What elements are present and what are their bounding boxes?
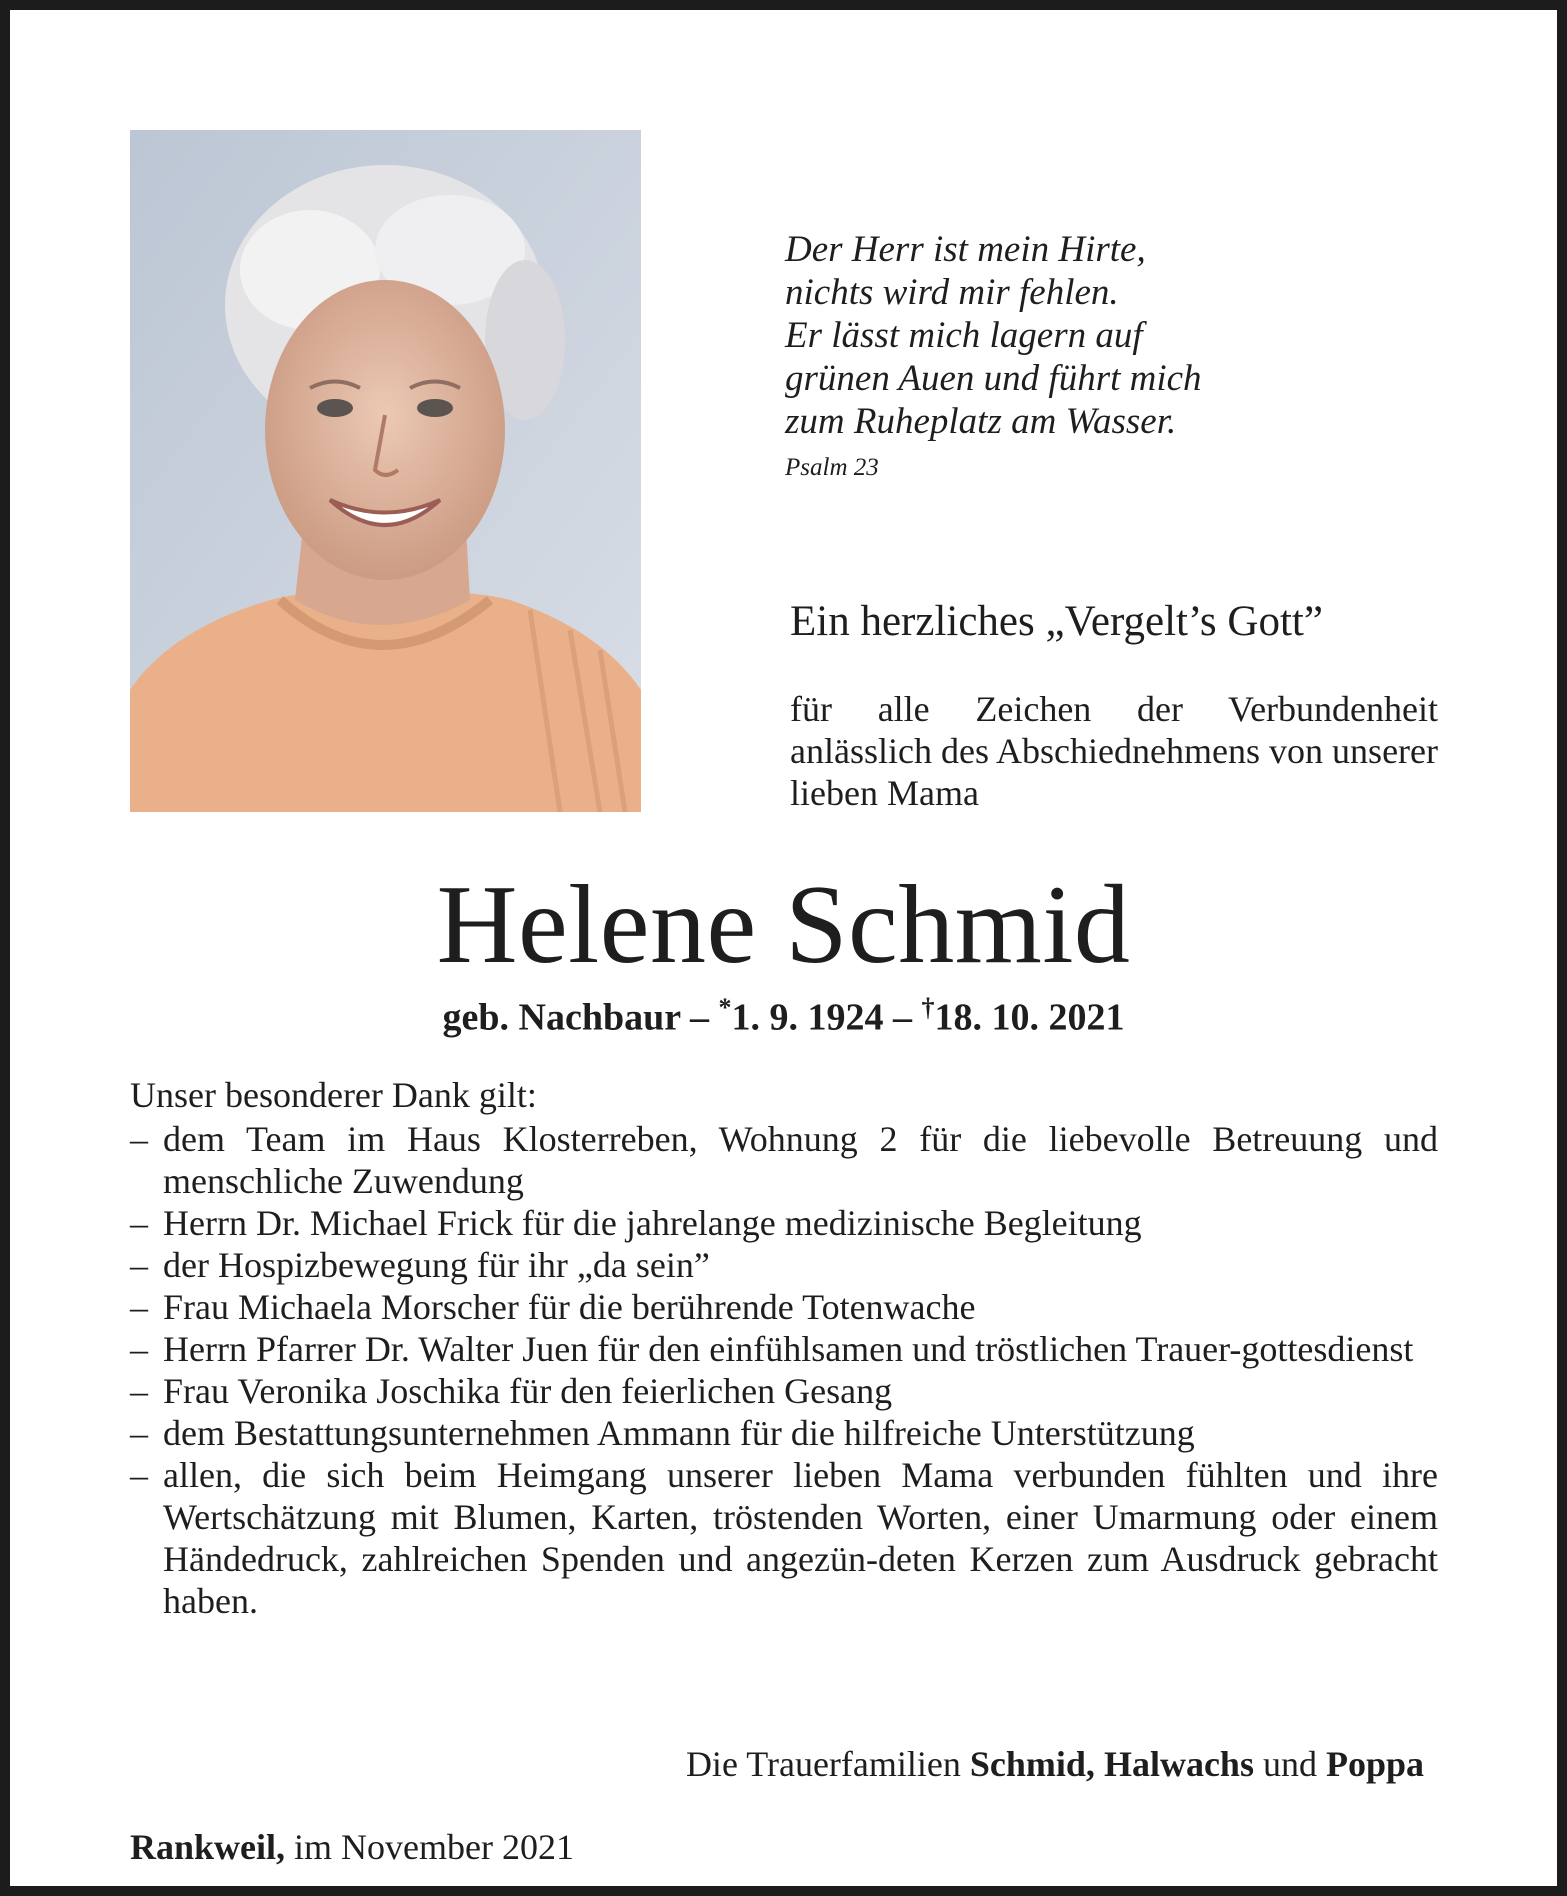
family-name: Poppa	[1325, 1744, 1424, 1784]
psalm-line: zum Ruheplatz am Wasser.	[785, 401, 1177, 442]
psalm-line: nichts wird mir fehlen.	[785, 272, 1119, 313]
birth-name: geb. Nachbaur	[442, 996, 681, 1039]
list-item-text: der Hospizbewegung für ihr „da sein”	[163, 1245, 710, 1285]
psalm-line: Er lässt mich lagern auf	[785, 315, 1143, 356]
list-item-text: allen, die sich beim Heimgang unserer lieben Mama verbunden fühlten und ihre Wertschätzung mit Blumen, Karten, tröstenden Worten, einer Umarmung oder einem Händedruck, zahlreichen Spenden und angezün-deten Kerzen zum Ausdruck gebracht haben.	[163, 1455, 1438, 1621]
deceased-name: Helene Schmid	[436, 863, 1131, 987]
gratitude-list	[130, 1118, 1438, 1622]
list-item	[130, 1412, 1438, 1454]
signature-joiner: und	[1262, 1744, 1317, 1784]
list-item-text: dem Team im Haus Klosterreben, Wohnung 2 für die liebevolle Betreuung und menschliche Zuwendung	[163, 1119, 1438, 1201]
list-item-text: dem Bestattungsunternehmen Ammann für die hilfreiche Unterstützung	[163, 1413, 1195, 1453]
list-item-text: Frau Veronika Joschika für den feierlichen Gesang	[163, 1371, 893, 1411]
list-item	[130, 1244, 1438, 1286]
separator-dash: –	[892, 996, 912, 1039]
list-dash: –	[130, 1203, 148, 1243]
list-dash: –	[130, 1371, 148, 1411]
list-item-text: Herrn Pfarrer Dr. Walter Juen für den einfühlsamen und tröstlichen Trauer-gottesdienst	[163, 1329, 1414, 1369]
list-item	[130, 1328, 1438, 1370]
place-and-date	[130, 1826, 574, 1868]
list-item-text: Herrn Dr. Michael Frick für die jahrelange medizinische Begleitung	[163, 1203, 1142, 1243]
date-text: im November 2021	[294, 1827, 574, 1867]
birth-symbol: *	[718, 993, 732, 1022]
list-item	[130, 1286, 1438, 1328]
thanks-heading: Ein herzliches „Vergelt’s Gott”	[790, 598, 1323, 645]
list-item-text: Frau Michaela Morscher für die berührende Totenwache	[163, 1287, 976, 1327]
portrait-photo	[130, 130, 641, 812]
separator-dash: –	[689, 996, 709, 1039]
family-signature	[686, 1743, 1424, 1785]
list-dash: –	[130, 1119, 148, 1159]
family-name: Schmid,	[969, 1744, 1095, 1784]
list-item	[130, 1454, 1438, 1622]
psalm-line: Der Herr ist mein Hirte,	[785, 229, 1146, 270]
gratitude-intro: Unser besonderer Dank gilt:	[130, 1075, 537, 1115]
death-date: 18. 10. 2021	[934, 996, 1125, 1039]
list-item	[130, 1202, 1438, 1244]
family-name: Halwachs	[1103, 1744, 1254, 1784]
psalm-line: grünen Auen und führt mich	[785, 358, 1202, 399]
life-dates	[0, 984, 1567, 1042]
psalm-source: Psalm 23	[785, 454, 879, 481]
list-item	[130, 1370, 1438, 1412]
list-dash: –	[130, 1287, 148, 1327]
list-item	[130, 1118, 1438, 1202]
list-dash: –	[130, 1455, 148, 1495]
place-name: Rankweil,	[130, 1827, 286, 1867]
thanks-text: für alle Zeichen der Verbundenheit anlässlich des Abschiednehmens von unserer lieben Mama	[790, 689, 1438, 813]
list-dash: –	[130, 1245, 148, 1285]
list-dash: –	[130, 1329, 148, 1369]
signature-prefix: Die Trauerfamilien	[685, 1744, 961, 1784]
portrait-illustration	[130, 130, 641, 812]
death-symbol: †	[921, 993, 935, 1022]
birth-date: 1. 9. 1924	[731, 996, 884, 1039]
psalm-quote	[785, 228, 1485, 483]
list-dash: –	[130, 1413, 148, 1453]
